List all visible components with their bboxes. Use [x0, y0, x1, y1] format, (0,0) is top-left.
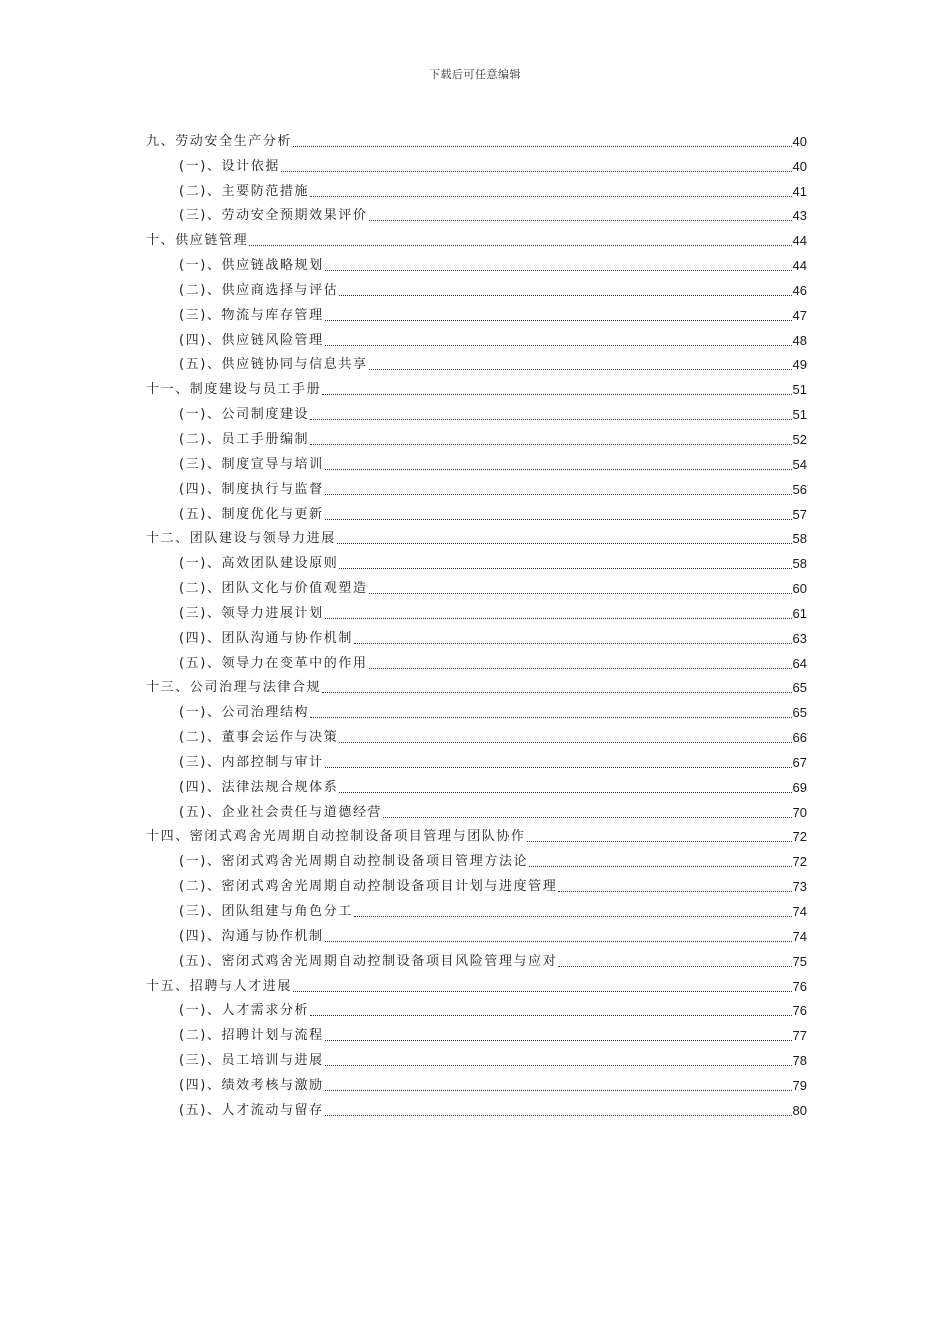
toc-entry-title: (一)、人才需求分析	[179, 1003, 310, 1019]
toc-section-entry[interactable]	[146, 772, 807, 797]
toc-entry-title: (四)、绩效考核与激励	[179, 1077, 324, 1093]
toc-page-number: 70	[792, 804, 807, 820]
toc-dot-leader	[325, 344, 792, 346]
toc-section-entry[interactable]	[146, 499, 807, 524]
toc-section-entry[interactable]	[146, 548, 807, 573]
toc-dot-leader	[249, 244, 791, 246]
toc-entry-title: (五)、领导力在变革中的作用	[179, 655, 368, 671]
toc-entry-title: 十四、密闭式鸡舍光周期自动控制设备项目管理与团队协作	[146, 829, 526, 845]
toc-page-number: 58	[792, 556, 807, 572]
toc-dot-leader	[310, 195, 791, 197]
toc-page-number: 63	[792, 630, 807, 646]
toc-dot-leader	[325, 1114, 792, 1116]
toc-entry-title: 九、劳动安全生产分析	[146, 133, 293, 149]
toc-dot-leader	[325, 269, 792, 271]
toc-dot-leader	[310, 1014, 791, 1016]
toc-page-number: 74	[792, 928, 807, 944]
toc-section-entry[interactable]	[146, 449, 807, 474]
toc-page-number: 80	[792, 1102, 807, 1118]
toc-entry-title: (一)、公司制度建设	[179, 407, 310, 423]
toc-dot-leader	[354, 642, 792, 644]
toc-dot-leader	[293, 990, 792, 992]
toc-entry-title: (四)、团队沟通与协作机制	[179, 630, 353, 646]
toc-entry-title: (三)、制度宣导与培训	[179, 456, 324, 472]
toc-dot-leader	[325, 766, 792, 768]
toc-section-entry[interactable]	[146, 1045, 807, 1070]
toc-entry-title: (二)、密闭式鸡舍光周期自动控制设备项目计划与进度管理	[179, 879, 558, 895]
toc-dot-leader	[310, 418, 791, 420]
toc-page-number: 73	[792, 879, 807, 895]
toc-entry-title: (四)、供应链风险管理	[179, 332, 324, 348]
toc-chapter-entry[interactable]	[146, 822, 807, 847]
toc-entry-title: (一)、公司治理结构	[179, 705, 310, 721]
toc-entry-title: (三)、内部控制与审计	[179, 754, 324, 770]
toc-dot-leader	[325, 493, 792, 495]
toc-section-entry[interactable]	[146, 921, 807, 946]
table-of-contents	[146, 126, 807, 1120]
toc-dot-leader	[527, 840, 792, 842]
toc-entry-title: (二)、招聘计划与流程	[179, 1028, 324, 1044]
toc-dot-leader	[325, 1039, 792, 1041]
toc-page-number: 46	[792, 282, 807, 298]
toc-section-entry[interactable]	[146, 871, 807, 896]
toc-entry-title: (三)、领导力进展计划	[179, 605, 324, 621]
toc-entry-title: (五)、密闭式鸡舍光周期自动控制设备项目风险管理与应对	[179, 953, 558, 969]
toc-section-entry[interactable]	[146, 176, 807, 201]
toc-page-number: 74	[792, 904, 807, 919]
toc-section-entry[interactable]	[146, 896, 807, 921]
toc-dot-leader	[325, 1089, 792, 1091]
toc-page-number: 43	[792, 208, 807, 224]
toc-entry-title: (二)、主要防范措施	[179, 183, 310, 199]
toc-entry-title: (一)、供应链战略规划	[179, 258, 324, 274]
toc-entry-title: (五)、供应链协同与信息共享	[179, 357, 368, 373]
toc-page-number: 66	[792, 730, 807, 746]
toc-dot-leader	[369, 219, 792, 221]
toc-page-number: 77	[792, 1028, 807, 1044]
toc-entry-title: (一)、密闭式鸡舍光周期自动控制设备项目管理方法论	[179, 854, 529, 870]
toc-dot-leader	[322, 691, 791, 693]
toc-dot-leader	[529, 865, 791, 867]
toc-page-number: 58	[792, 531, 807, 547]
toc-section-entry[interactable]	[146, 1020, 807, 1045]
toc-page-number: 52	[792, 431, 807, 447]
toc-section-entry[interactable]	[146, 325, 807, 350]
toc-entry-title: (四)、制度执行与监督	[179, 481, 324, 497]
toc-dot-leader	[325, 617, 792, 619]
toc-dot-leader	[322, 393, 791, 395]
toc-section-entry[interactable]	[146, 300, 807, 325]
toc-dot-leader	[325, 940, 792, 942]
toc-page-number: 76	[792, 978, 807, 994]
toc-section-entry[interactable]	[146, 350, 807, 375]
toc-page-number: 67	[792, 754, 807, 770]
toc-page-number: 75	[792, 953, 807, 969]
toc-entry-title: (三)、劳动安全预期效果评价	[179, 208, 368, 224]
toc-dot-leader	[325, 1064, 792, 1066]
toc-page-number: 65	[792, 705, 807, 721]
toc-dot-leader	[369, 592, 792, 594]
toc-dot-leader	[558, 890, 791, 892]
toc-entry-title: (三)、团队组建与角色分工	[179, 904, 353, 919]
toc-page-number: 72	[792, 829, 807, 845]
toc-entry-title: (一)、高效团队建设原则	[179, 556, 339, 572]
toc-page-number: 76	[792, 1003, 807, 1019]
toc-entry-title: (二)、供应商选择与评估	[179, 282, 339, 298]
toc-page-number: 51	[792, 407, 807, 423]
toc-entry-title: (四)、法律法规合规体系	[179, 779, 339, 795]
toc-page-number: 61	[792, 605, 807, 621]
toc-entry-title: (二)、董事会运作与决策	[179, 730, 339, 746]
toc-page-number: 40	[792, 133, 807, 149]
toc-section-entry[interactable]	[146, 399, 807, 424]
toc-page-number: 54	[792, 456, 807, 472]
toc-entry-title: 十三、公司治理与法律合规	[146, 680, 322, 696]
toc-chapter-entry[interactable]	[146, 524, 807, 549]
toc-page-number: 48	[792, 332, 807, 348]
toc-section-entry[interactable]	[146, 722, 807, 747]
toc-entry-title: 十二、团队建设与领导力进展	[146, 531, 336, 547]
toc-section-entry[interactable]	[146, 201, 807, 226]
toc-entry-title: 十一、制度建设与员工手册	[146, 382, 322, 398]
toc-page-number: 56	[792, 481, 807, 497]
toc-section-entry[interactable]	[146, 797, 807, 822]
toc-section-entry[interactable]	[146, 996, 807, 1021]
toc-dot-leader	[369, 667, 792, 669]
toc-entry-title: (五)、人才流动与留存	[179, 1102, 324, 1118]
toc-section-entry[interactable]	[146, 697, 807, 722]
toc-dot-leader	[337, 542, 792, 544]
toc-page-number: 79	[792, 1077, 807, 1093]
toc-dot-leader	[310, 443, 791, 445]
toc-page-number: 64	[792, 655, 807, 671]
toc-entry-title: (四)、沟通与协作机制	[179, 928, 324, 944]
toc-page-number: 47	[792, 307, 807, 323]
toc-section-entry[interactable]	[146, 598, 807, 623]
toc-page-number: 40	[792, 158, 807, 174]
toc-page-number: 57	[792, 506, 807, 522]
toc-section-entry[interactable]	[146, 275, 807, 300]
toc-entry-title: (五)、企业社会责任与道德经营	[179, 804, 383, 820]
toc-entry-title: (二)、员工手册编制	[179, 431, 310, 447]
toc-page-number: 78	[792, 1053, 807, 1069]
toc-section-entry[interactable]	[146, 573, 807, 598]
toc-entry-title: 十五、招聘与人才进展	[146, 978, 293, 994]
toc-entry-title: (三)、物流与库存管理	[179, 307, 324, 323]
toc-dot-leader	[293, 145, 792, 147]
toc-dot-leader	[325, 468, 792, 470]
toc-entry-title: (三)、员工培训与进展	[179, 1053, 324, 1069]
toc-dot-leader	[369, 368, 792, 370]
toc-dot-leader	[354, 915, 792, 917]
toc-section-entry[interactable]	[146, 846, 807, 871]
toc-chapter-entry[interactable]	[146, 971, 807, 996]
toc-section-entry[interactable]	[146, 623, 807, 648]
toc-dot-leader	[310, 716, 791, 718]
toc-dot-leader	[383, 816, 791, 818]
toc-entry-title: (二)、团队文化与价值观塑造	[179, 581, 368, 597]
toc-dot-leader	[339, 741, 791, 743]
toc-section-entry[interactable]	[146, 424, 807, 449]
toc-page-number: 60	[792, 581, 807, 597]
page-header: 下载后可任意编辑	[429, 68, 521, 81]
toc-section-entry[interactable]	[146, 474, 807, 499]
toc-page-number: 65	[792, 680, 807, 696]
toc-page-number: 44	[792, 233, 807, 249]
toc-section-entry[interactable]	[146, 747, 807, 772]
toc-dot-leader	[325, 319, 792, 321]
toc-entry-title: 十、供应链管理	[146, 233, 249, 249]
toc-chapter-entry[interactable]	[146, 225, 807, 250]
toc-dot-leader	[339, 567, 791, 569]
toc-dot-leader	[339, 791, 791, 793]
toc-section-entry[interactable]	[146, 250, 807, 275]
toc-chapter-entry[interactable]	[146, 126, 807, 151]
toc-page-number: 51	[792, 382, 807, 398]
toc-page-number: 49	[792, 357, 807, 373]
toc-page-number: 69	[792, 779, 807, 795]
toc-section-entry[interactable]	[146, 946, 807, 971]
toc-chapter-entry[interactable]	[146, 374, 807, 399]
toc-dot-leader	[325, 518, 792, 520]
toc-entry-title: (五)、制度优化与更新	[179, 506, 324, 522]
toc-dot-leader	[558, 965, 791, 967]
toc-page-number: 72	[792, 854, 807, 870]
toc-section-entry[interactable]	[146, 648, 807, 673]
toc-section-entry[interactable]	[146, 1070, 807, 1095]
toc-section-entry[interactable]	[146, 151, 807, 176]
toc-dot-leader	[281, 170, 792, 172]
toc-page-number: 44	[792, 258, 807, 274]
toc-dot-leader	[339, 294, 791, 296]
toc-page-number: 41	[792, 183, 807, 199]
toc-entry-title: (一)、设计依据	[179, 158, 280, 174]
toc-chapter-entry[interactable]	[146, 673, 807, 698]
toc-section-entry[interactable]	[146, 1095, 807, 1120]
